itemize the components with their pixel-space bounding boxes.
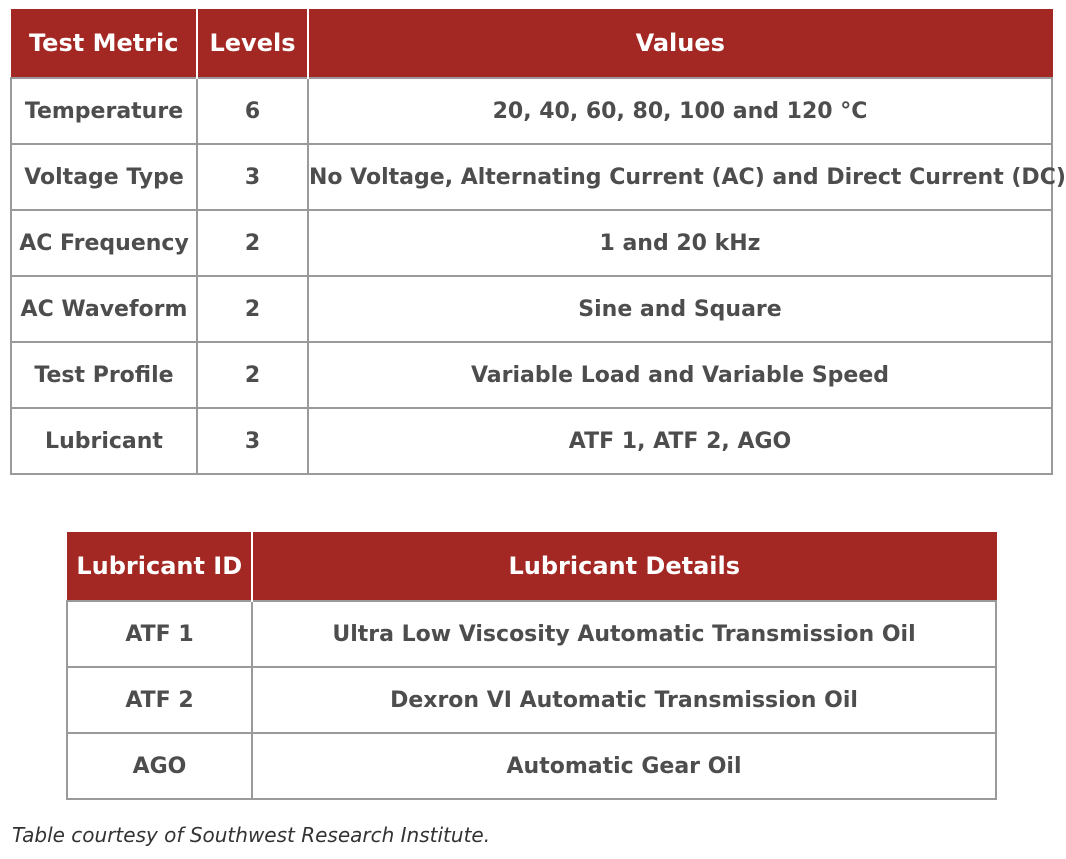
values-cell: ATF 1, ATF 2, AGO	[308, 408, 1052, 474]
metric-cell: AC Frequency	[11, 210, 197, 276]
values-cell: 20, 40, 60, 80, 100 and 120 °C	[308, 78, 1052, 144]
table-row	[11, 144, 1052, 210]
table-row	[11, 78, 1052, 144]
levels-cell: 2	[197, 210, 308, 276]
values-cell: 1 and 20 kHz	[308, 210, 1052, 276]
metric-cell: Lubricant	[11, 408, 197, 474]
lubricant-id-cell: ATF 1	[67, 601, 252, 667]
lubricant-details-cell: Dexron VI Automatic Transmission Oil	[252, 667, 996, 733]
levels-cell: 6	[197, 78, 308, 144]
lubricant-details-cell: Ultra Low Viscosity Automatic Transmission Oil	[252, 601, 996, 667]
table-row	[67, 733, 996, 799]
levels-cell: 2	[197, 342, 308, 408]
test-metrics-table	[10, 9, 1066, 475]
table-row	[11, 342, 1052, 408]
table-row	[11, 408, 1052, 474]
table-row	[11, 210, 1052, 276]
lubricant-id-cell: ATF 2	[67, 667, 252, 733]
table-caption: Table courtesy of Southwest Research Institute.	[12, 823, 491, 847]
table-header-row	[67, 532, 996, 601]
metric-cell: Temperature	[11, 78, 197, 144]
lubricant-details-cell: Automatic Gear Oil	[252, 733, 996, 799]
header-lubricant-details: Lubricant Details	[252, 532, 996, 601]
table-header-row	[11, 9, 1052, 78]
metric-cell: AC Waveform	[11, 276, 197, 342]
header-levels: Levels	[197, 9, 308, 78]
table-row	[67, 601, 996, 667]
levels-cell: 2	[197, 276, 308, 342]
lubricant-details-table	[66, 532, 997, 800]
metric-cell: Voltage Type	[11, 144, 197, 210]
lubricant-id-cell: AGO	[67, 733, 252, 799]
table-row	[67, 667, 996, 733]
header-values: Values	[308, 9, 1052, 78]
metric-cell: Test Profile	[11, 342, 197, 408]
values-cell: No Voltage, Alternating Current (AC) and Direct Current (DC)	[308, 144, 1052, 210]
levels-cell: 3	[197, 144, 308, 210]
values-cell: Variable Load and Variable Speed	[308, 342, 1052, 408]
header-lubricant-id: Lubricant ID	[67, 532, 252, 601]
values-cell: Sine and Square	[308, 276, 1052, 342]
table-row	[11, 276, 1052, 342]
levels-cell: 3	[197, 408, 308, 474]
header-test-metric: Test Metric	[11, 9, 197, 78]
